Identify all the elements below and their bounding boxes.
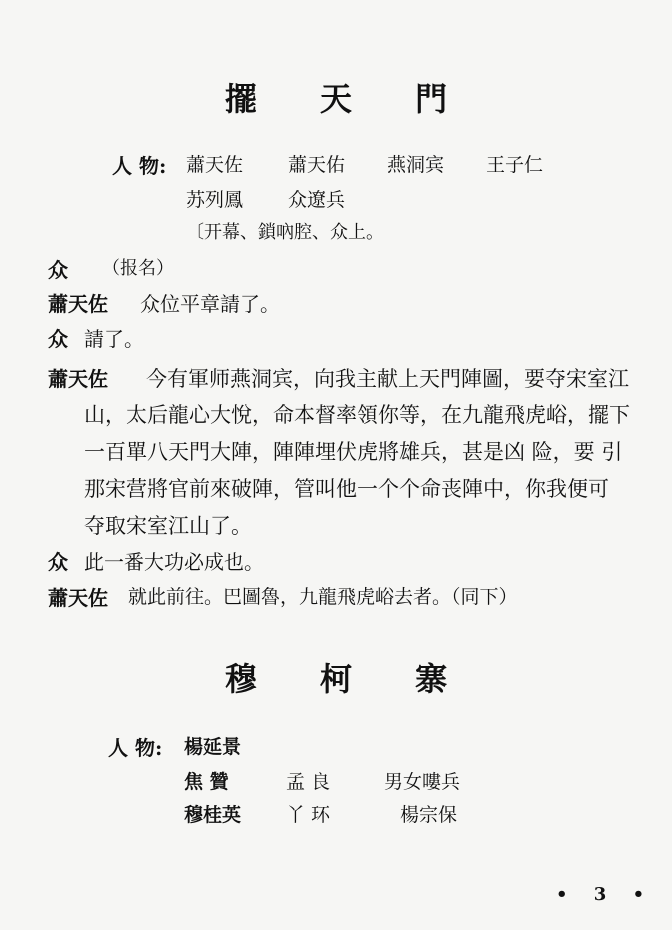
page-number: • 3 • bbox=[556, 884, 655, 905]
cast-member: 男女嘍兵 bbox=[384, 771, 461, 793]
scene-title-baitianmen: 擺 天 門 bbox=[224, 80, 474, 118]
cast-member: 楊宗保 bbox=[400, 804, 458, 826]
dialogue-continuation: 山，太后龍心大悅，命本督率領你等，在九龍飛虎峪，擺下 bbox=[84, 403, 630, 427]
scene-title-mukezhai: 穆 柯 寨 bbox=[224, 660, 474, 698]
dialogue-text: （报名） bbox=[102, 258, 174, 279]
dialogue-continuation: 夺取宋室江山了。 bbox=[84, 514, 252, 538]
cast-member: 众遼兵 bbox=[288, 189, 346, 211]
cast-label: 人 物: bbox=[108, 736, 163, 760]
cast-member: 孟 良 bbox=[286, 771, 331, 793]
dialogue-text: 今有軍师燕洞宾，向我主献上天門陣圖，要夺宋室江 bbox=[146, 367, 629, 391]
speaker-name: 蕭天佐 bbox=[48, 367, 108, 391]
speaker-name: 蕭天佐 bbox=[48, 586, 108, 610]
stage-direction: 〔开幕、鎖吶腔、众上。 bbox=[186, 222, 384, 243]
cast-member: 蕭天佑 bbox=[288, 154, 346, 176]
dialogue-continuation: 那宋营將官前來破陣，管叫他一个个命丧陣中，你我便可 bbox=[84, 477, 609, 501]
cast-member: 蕭天佐 bbox=[186, 154, 244, 176]
speaker-name: 蕭天佐 bbox=[48, 292, 108, 316]
dialogue-text: 就此前往。巴圖魯，九龍飛虎峪去者。（同下） bbox=[128, 586, 518, 608]
speaker-name: 众 bbox=[48, 258, 68, 282]
cast-member: 丫 环 bbox=[286, 804, 331, 826]
cast-label: 人 物: bbox=[112, 154, 167, 178]
speaker-name: 众 bbox=[48, 550, 68, 574]
cast-member: 王子仁 bbox=[486, 154, 544, 176]
cast-member: 穆桂英 bbox=[184, 804, 242, 826]
cast-member: 苏列鳳 bbox=[186, 189, 244, 211]
cast-member: 燕洞宾 bbox=[387, 154, 445, 176]
dialogue-continuation: 一百單八天門大陣，陣陣埋伏虎將雄兵，甚是凶 险，要 引 bbox=[84, 440, 623, 464]
dialogue-text: 众位平章請了。 bbox=[140, 292, 280, 316]
dialogue-text: 此一番大功必成也。 bbox=[84, 550, 264, 574]
cast-member: 楊延景 bbox=[184, 736, 242, 758]
speaker-name: 众 bbox=[48, 327, 68, 351]
cast-member: 焦 贊 bbox=[184, 771, 229, 793]
dialogue-text: 請了。 bbox=[84, 327, 144, 351]
